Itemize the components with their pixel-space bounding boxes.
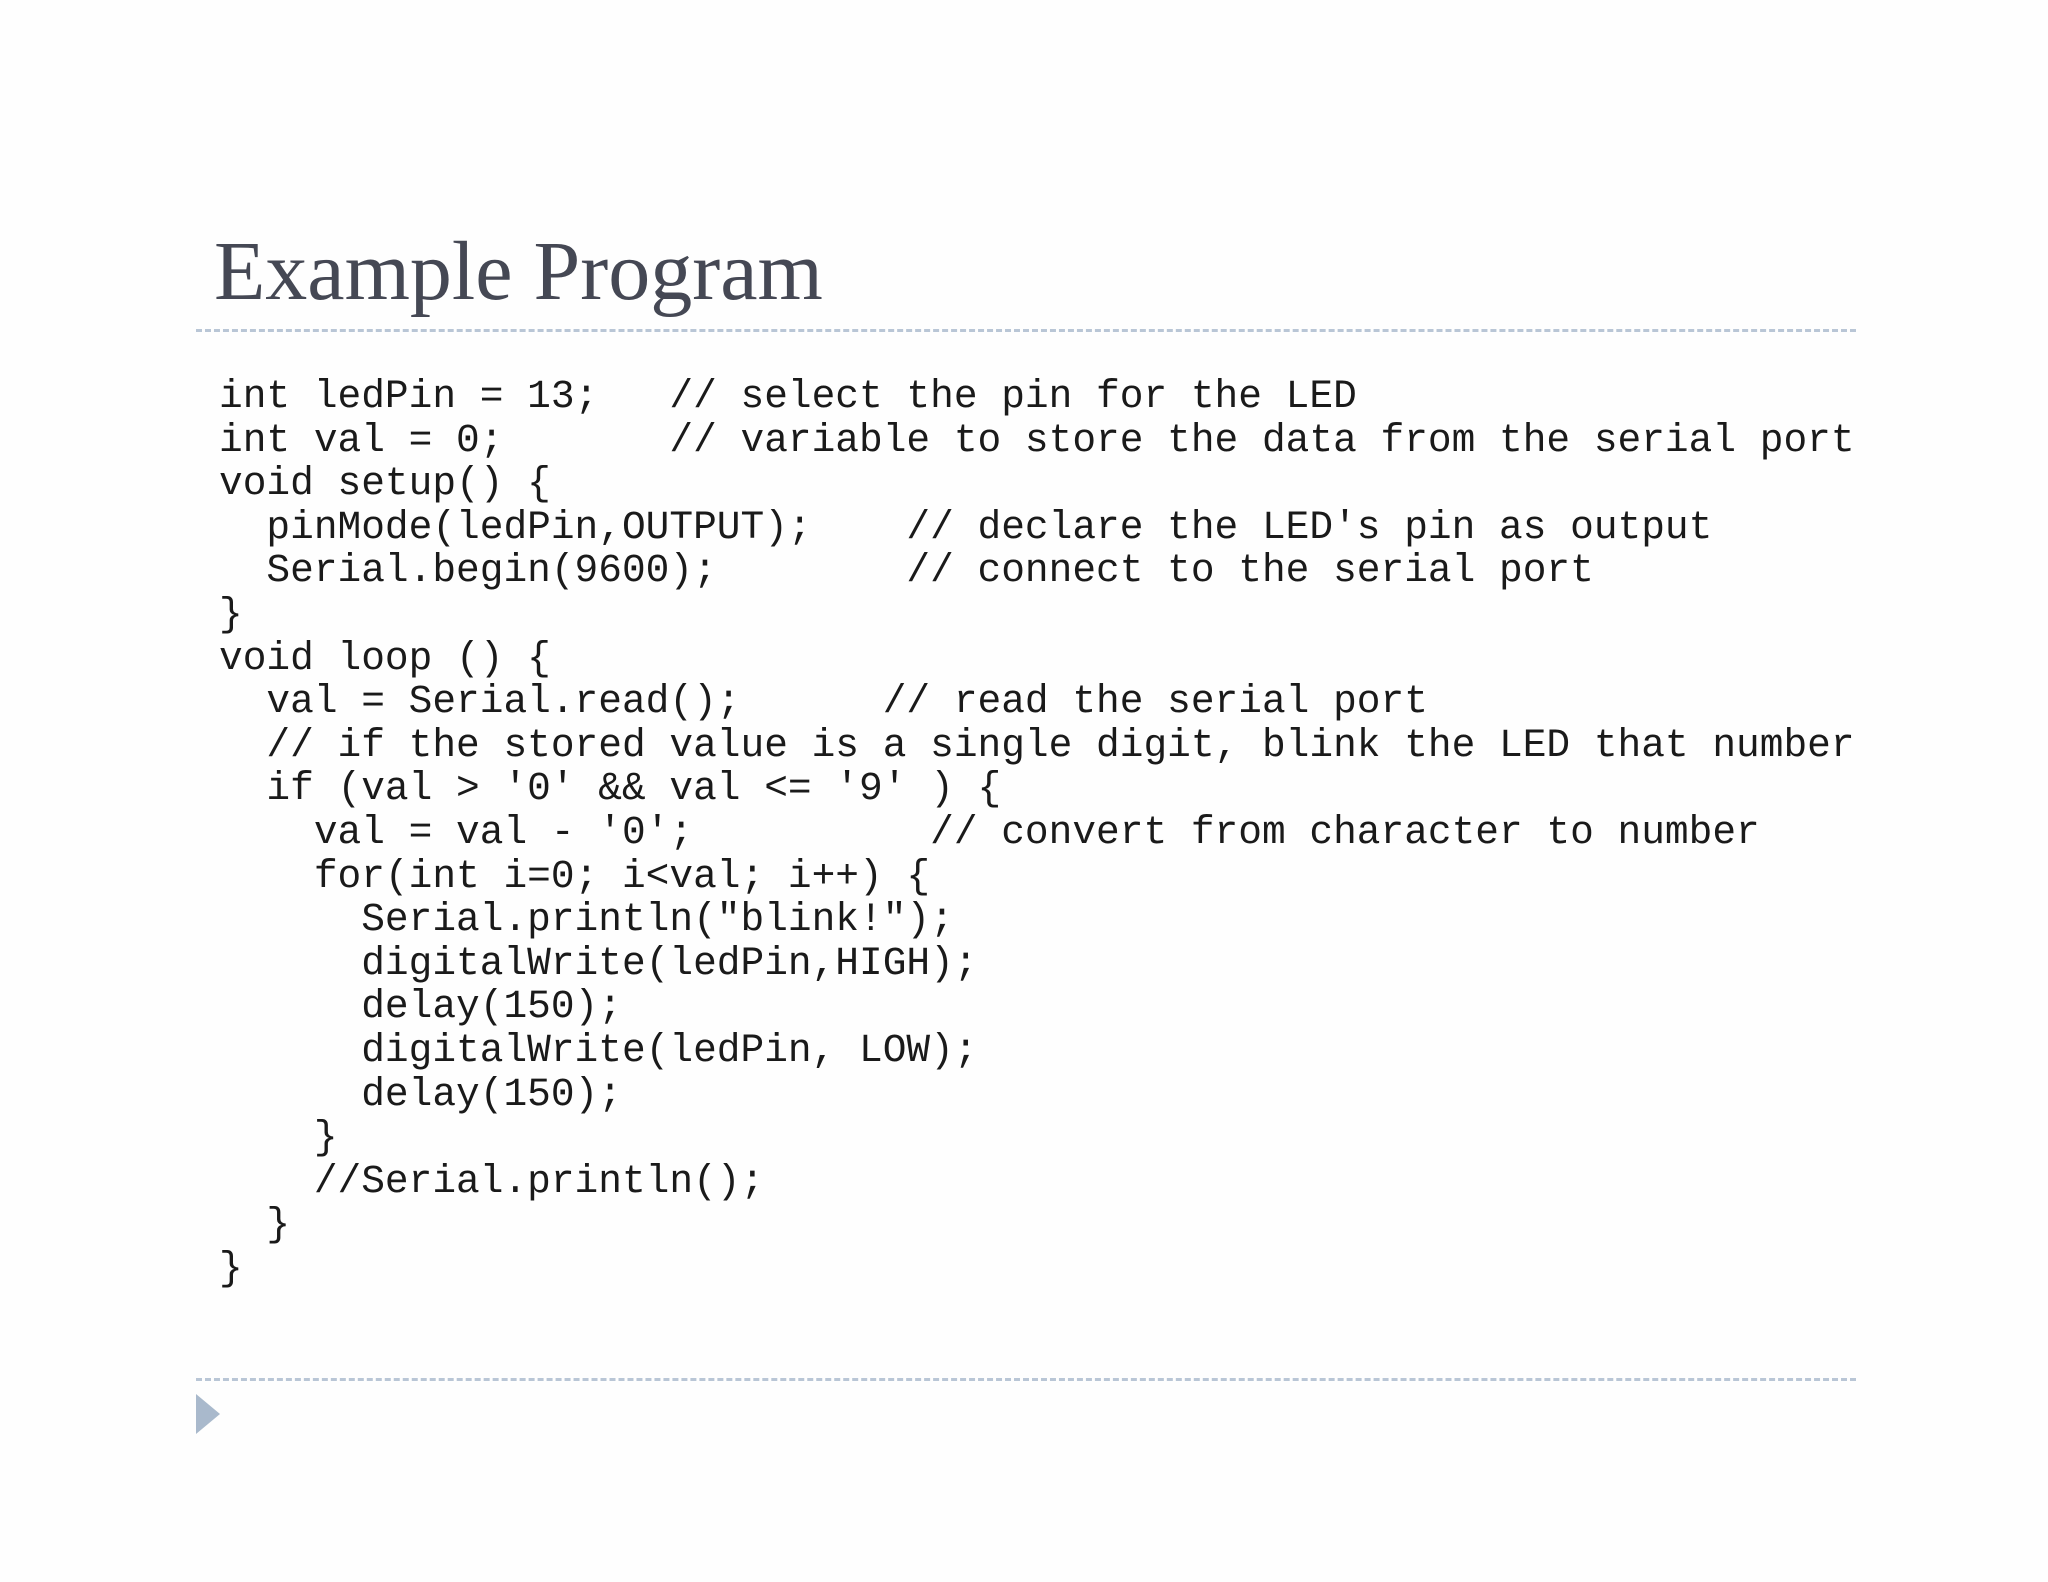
code-line: if (val > '0' && val <= '9' ) { (219, 766, 1002, 812)
code-line: } (219, 1245, 243, 1291)
code-line: Serial.println("blink!"); (219, 897, 954, 943)
code-line: pinMode(ledPin,OUTPUT); // declare the LED's pin as output (219, 504, 1713, 550)
slide-title: Example Program (214, 225, 823, 318)
code-line: val = Serial.read(); // read the serial port (219, 679, 1428, 725)
code-block (219, 375, 1855, 1290)
title-divider (196, 329, 1856, 332)
code-line: val = val - '0'; // convert from character to number (219, 809, 1760, 855)
code-line: } (219, 591, 243, 637)
code-line: delay(150); (219, 984, 622, 1030)
code-line: } (219, 1202, 291, 1248)
code-line: //Serial.println(); (219, 1158, 765, 1204)
code-line: } (219, 1115, 338, 1161)
code-line: digitalWrite(ledPin,HIGH); (219, 940, 978, 986)
code-line: for(int i=0; i<val; i++) { (219, 853, 931, 899)
code-line: delay(150); (219, 1071, 622, 1117)
code-line: void setup() { (219, 461, 551, 507)
code-line: // if the stored value is a single digit, blink the LED that number (219, 722, 1855, 768)
code-line: void loop () { (219, 635, 551, 681)
triangle-bullet-icon (196, 1394, 220, 1434)
code-line: digitalWrite(ledPin, LOW); (219, 1027, 978, 1073)
code-line: Serial.begin(9600); // connect to the serial port (219, 548, 1594, 594)
code-line: int val = 0; // variable to store the data from the serial port (219, 417, 1855, 463)
code-line: int ledPin = 13; // select the pin for the LED (219, 374, 1357, 419)
footer-divider (196, 1378, 1856, 1381)
